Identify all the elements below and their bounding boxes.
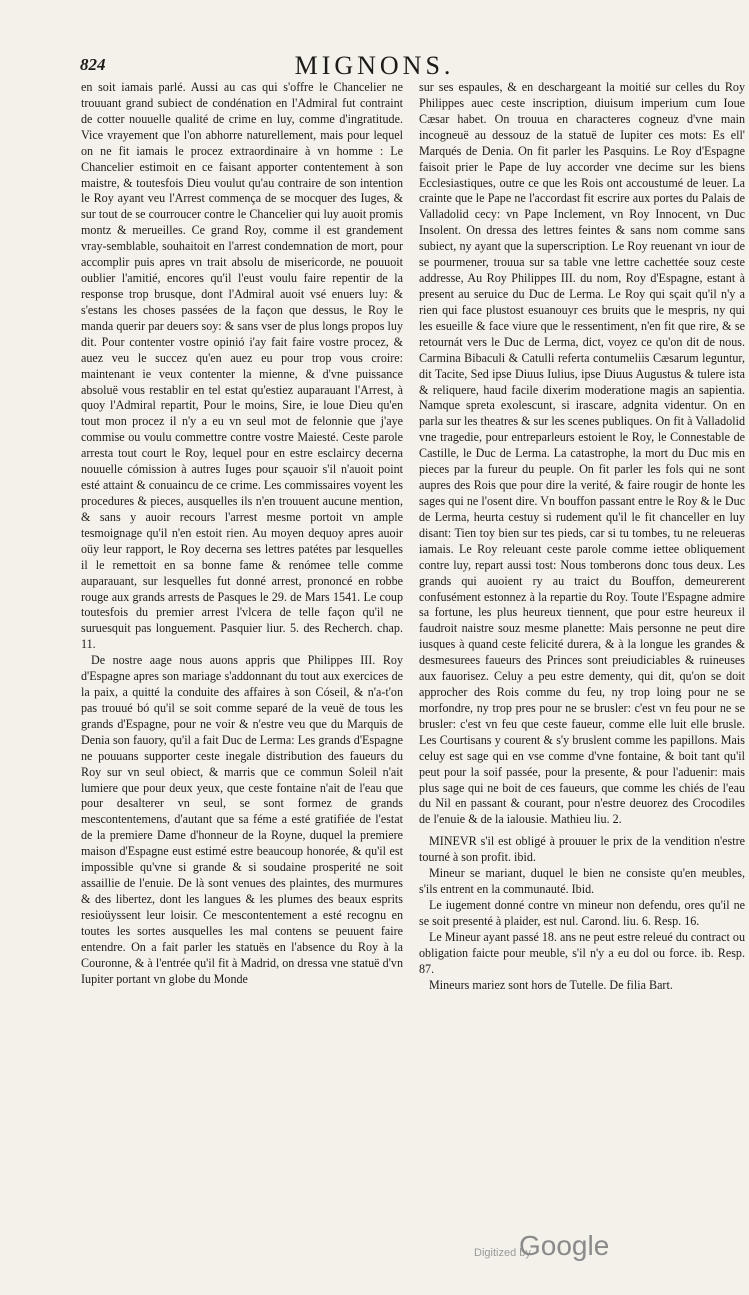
page-number: 824: [80, 55, 106, 74]
running-title: MIGNONS.: [294, 51, 455, 80]
left-column: [81, 80, 403, 988]
entry-mineur-18-ans: Le Mineur ayant passé 18. ans ne peut estre releué du contract ou obligation faicte pour meuble, s'il n'y a eu dol ou force. ib. Resp. 87.: [419, 929, 745, 976]
page-header: [0, 51, 749, 81]
paragraph-chancelier: en soit iamais parlé. Aussi au cas qui s'offre le Chancelier ne trouuant grand subiect de condénation en l'Admiral fut contraint de cotter nouuelle qualité de crime en luy, comme d'ingratitude. Vice vrayement que l'on abhorre naturellement, mais pour lequel on ne fit iamais le procez extraordinaire à vn homme : Le Chancelier estimoit en ce faisant apporter contentement à son maistre, & toutesfois Dieu voulut qu'au contraire de son intention le Roy ayant veu l'Arrest commença de se mocquer des Iuges, & sur tout de se courroucer contre le Chancelier qui luy auoit promis montz & merueilles. Ce grand Roy, comme il est grandement vray-semblable, souhaitoit en l'arrest condemnation de mort, pour accomplir puis apres vn trait absolu de misericorde, ne pouuoit oublier l'amitié, encores qu'il l'eust voulu faire repentir de la response trop brusque, dont l'Admiral auoit vsé enuers luy: & s'estans les choses passées de la façon que dessus, le Roy le manda querir par deuers soy: & sans vser de plus longs propos luy dit. Pour contenter vostre opinió i'ay fait faire vostre procez, & auez veu le succez qu'en auez eu pour trop vous croire: maintenant ie veux contenter la mienne, & d'vne puissance absoluë vous restablir en tel estat qu'estiez auparauant l'Arrest, à quoy l'Admiral repartit, Pour le moins, Sire, ie loue Dieu qu'en tout mon procez il n'y a eu vn seul mot de felonnie que j'aye commise ou voulu commettre contre vostre Maiesté. Ceste parole arresta tout court le Roy, lequel pour en estre esclaircy decerna nouuelle cómission à autres Iuges pour sçauoir s'il n'auoit point esté attaint & conuaincu de ce crime. Les commissaires voyent les procedures & pieces, ausquelles ils n'en trouuent aucune mention, & sans y auoir recours l'arrest mesme portoit vn ample tesmoignage qu'il n'en estoit rien. Au moyen dequoy apres auoir oüy leur rapport, le Roy decerna ses lettres patétes par lesquelles il le remettoit en sa bonne fame & renómee telle comme auparauant, sur lesquelles fut donné arrest, prononcé en robbe rouge aux grands arrests de Pasques le 29. de Mars 1541. Le coup toutesfois du premier arrest l'vlcera de telle façon qu'il ne suruesquit pas longuement. Pasquier liur. 5. des Recherch. chap. 11.: [81, 80, 403, 652]
right-column: [419, 80, 745, 994]
entry-iugement: Le iugement donné contre vn mineur non defendu, ores qu'il ne se soit presenté à plaider, est nul. Carond. liu. 6. Resp. 16.: [419, 898, 745, 928]
entry-mineurs-mariez: Mineurs mariez sont hors de Tutelle. De filia Bart.: [429, 977, 673, 992]
entry-mineur-mariant: Mineur se mariant, duquel le bien ne consiste qu'en meubles, s'ils entrent en la communauté. Ibid.: [419, 866, 745, 897]
paragraph-philippes: De nostre aage nous auons appris que Philippes III. Roy d'Espagne apres son mariage s'addonnant du tout aux exercices de la paix, a quitté la conduite des affaires à son Cóseil, & n'a-t'on pas trouué bó qu'il se soit comme separé de la veuë de tous les grands d'Espagne, pour ne voir & n'estre veu que du Marquis de Denia son fauory, qu'il a fait Duc de Lerma: Les grands d'Espagne ne pouuans supporter ceste inegale distribution des faueurs du Roy sur vn seul obiect, & marris que ce commun Soleil n'ait lumiere que pour deux yeux, que ceste fontaine n'ait de l'eau que pour desalterer vn seul, se sont formez de grands mescontentemens, d'autant que sa féme a esté gratifiée de l'estat de la premiere Dame d'honneur de la Royne, duquel la premiere maison d'Espagne eust estimé estre beaucoup honorée, & qu'il est impossible qu'vne si grande & si soudaine prosperité ne soit assaillie de l'enuie. De là sont venues des plaintes, des murmures & des libertez, dont les langues & les plumes des beaux esprits resioüyssent leur loisir. Ce mescontentement a esté recognu en toutes les sortes ausquelles les mal contens se peuuent faire entendre. On a fait parler les statuës en l'absence du Roy à la Couronne, & à l'entrée qu'il fit à Madrid, on dressa vne statuë d'vn Iupiter portant vn globe du Monde: [81, 653, 403, 986]
entry-mineur-prouuer: MINEVR s'il est obligé à prouuer le prix de la vendition n'estre tourné à son profit. ibid.: [419, 834, 745, 865]
paragraph-statue: sur ses espaules, & en deschargeant la moitié sur celles du Roy Philippes auec ceste inscription, diuisum imperium cum Ioue Cæsar habet. On trouua en characteres cogneuz d'vne main incogneuë au dessouz de la statuë de Iupiter ces mots: Es ell' Marqués de Denia. On fit parler les Pasquins. Le Roy d'Espagne faisoit prier le Pape de luy accorder vne decime sur les biens Ecclesiastiques, outre ce que les Rois ont accoustumé de leuer. La crainte que le Pape ne l'accordast fit escrire aux portes du Palais de Valladolid cecy: vn Pape Inclement, vn Roy Innocent, vn Duc Insolent. On dressa des lettres feintes & sans nom comme sans subiect, ny ayant que la superscription. Le Roy reuenant vn iour de se pourmener, trouua sur sa table vne lettre cachettée souz ceste addresse, Au Roy Philippes III. du nom, Roy d'Espagne, estant à present au seruice du Duc de Lerma. Le Roy qui sçait qu'il n'y a rien qui face plustost esuanouyr ces bruits que le mespris, ny qui les esueille & face viure que le ressentiment, n'en fit que rire, & se retournát vers le Duc de Lerma, dict, voyez ce qu'on dit de nous. Carmina Bibaculi & Catulli referta contumeliis Cæsarum leguntur, dit Tacite, Sed ipse Diuus Iulius, ipse Diuus Augustus & tulere ista & reliquere, haud facile dixerim moderatione magis an sapientia. Namque spreta exolescunt, si irascare, adgnita videntur. On en parla sur les theatres & sur les scenes publiques. On fit à Valladolid vne tragedie, pour entreparleurs estoient le Roy, le Connestable de Castille, le Duc de Lerma. La catastrophe, la mort du Duc mis en pieces par la fureur du peuple. On fit parler les fols qui ne sont aupres des Rois que pour dire la verité, & faire rougir de honte les sages qui ne l'osent dire. Vn bouffon passant entre le Roy & le Duc de Lerma, heurta cestuy si rudement qu'il le fit chanceller en luy disant: Tien toy bien sur tes pieds, car si tu tombes, tu ne releueras iamais. Le Roy releuant ceste parole comme iettee obliquement contre luy, repart aussi tost: Nous tomberons donc tous deux. Les grands qui auoient ry au traict du Bouffon, demeurerent confusément estonnez à la repartie du Roy. Toute l'Espagne admire sa fortune, les plus heureux tiennent, que pour estre heureux il faudroit naistre souz mesme planette: Mais personne ne peut dire iusques à quand ceste felicité durera, & à la longue les grandes & desmesurees faueurs des Princes sont preiudiciables & ruineuses aux fauorisez. Celuy a peu estre dementy, qui dit, qu'on se doit approcher des Rois comme du feu, ny trop loing pour ne se morfondre, ny trop pres pour ne se brusler: c'est vn feu pour ne se brusler: c'est vn feu que ceste faueur, comme elle luit elle brusle. Les Courtisans y courent & s'y bruslent comme les papillons. Mais celuy est sage qui en vse comme d'vne fontaine, & boit tant qu'il peut pour la soif passée, pour la presente, & pour l'aduenir: mais plus sage qui ne boit de ces faueurs, que comme les chiés de l'eau du Nil en passant & courant, pour n'estre deuorez des Crocodiles de l'enuie & de la ialousie. Mathieu liu. 2.: [419, 80, 745, 827]
google-logo: Google: [519, 1230, 610, 1261]
digitized-by-label: Digitized by: [474, 1247, 531, 1259]
